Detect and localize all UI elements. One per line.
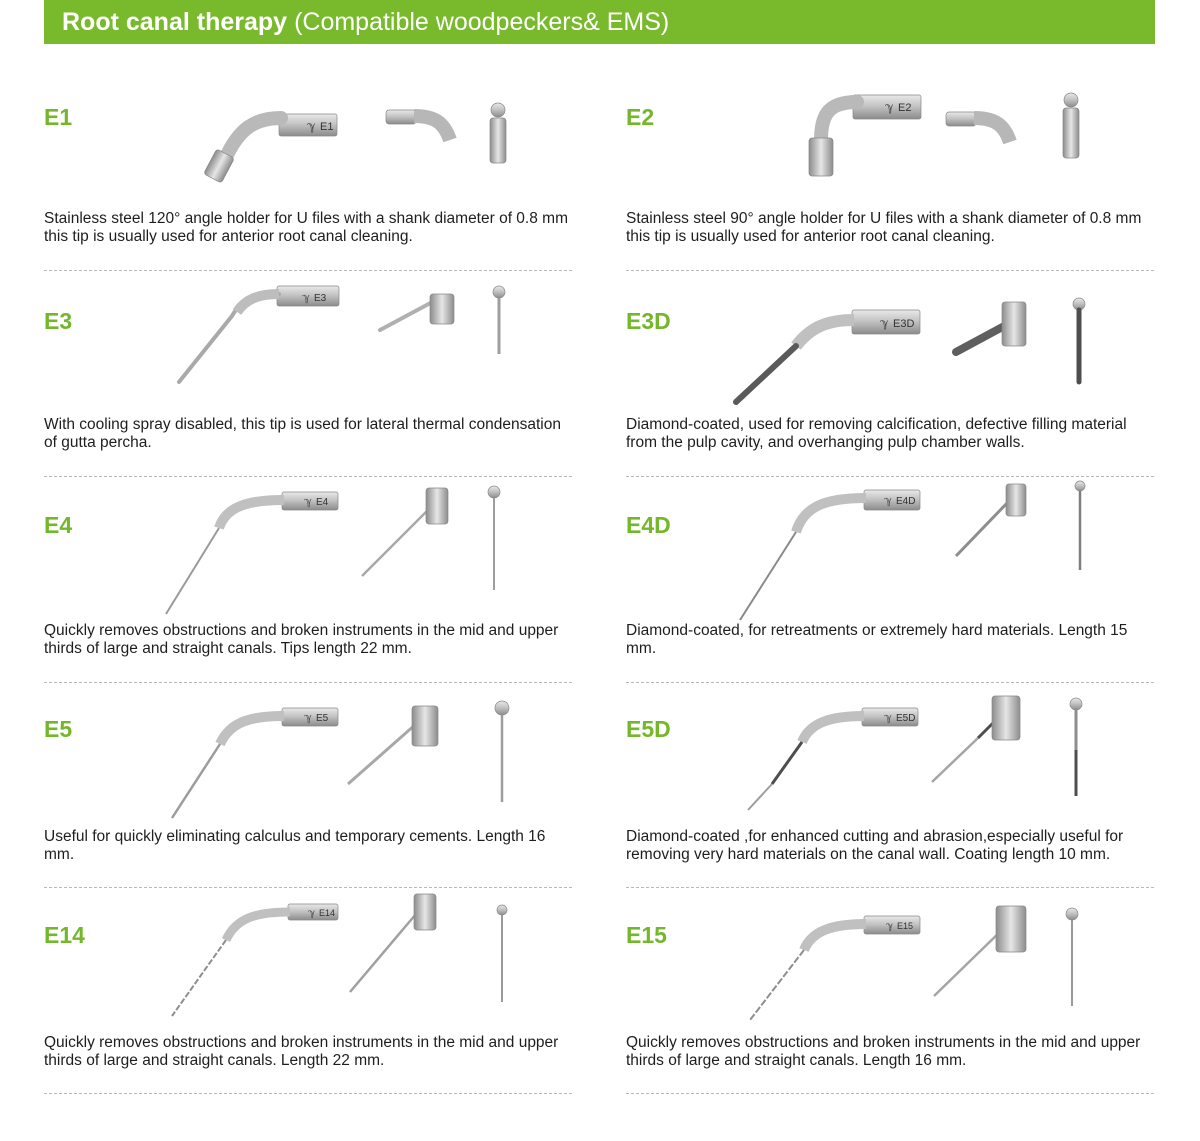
tip-code: E14 — [44, 922, 85, 948]
divider — [626, 887, 1154, 888]
tip-description: Stainless steel 120° angle holder for U files with a shank diameter of 0.8 mm this tip is usually used for anterior root canal cleaning. — [44, 210, 568, 245]
tip-description: Useful for quickly eliminating calculus and temporary cements. Length 16 mm. — [44, 828, 546, 863]
tip-end-illustration — [1066, 696, 1086, 800]
engraved-label: E4D — [896, 496, 916, 507]
tip-card-e3 — [44, 292, 572, 502]
tip-code: E4 — [44, 512, 73, 538]
tip-side-illustration — [734, 298, 924, 408]
divider — [44, 476, 572, 477]
tip-end-illustration — [1059, 92, 1089, 167]
tip-side-illustration — [199, 100, 349, 190]
tip-card-e5 — [44, 706, 572, 912]
svg-text:ℽ: ℽ — [307, 119, 316, 133]
tip-card-e4d — [626, 495, 1154, 706]
divider — [626, 682, 1154, 683]
tip-front-illustration — [360, 486, 450, 581]
tip-side-illustration — [801, 92, 931, 187]
tip-description: Quickly removes obstructions and broken instruments in the mid and upper thirds of large and straight canals. Length 22 mm. — [44, 1034, 559, 1069]
tip-code: E5 — [44, 716, 73, 742]
tip-front-illustration — [952, 300, 1032, 360]
tip-end-illustration — [492, 700, 512, 805]
engraved-label: E14 — [319, 908, 336, 918]
tip-front-illustration — [376, 282, 461, 342]
engraved-label: E2 — [898, 102, 912, 114]
tip-front-illustration — [348, 892, 438, 997]
tip-side-illustration — [177, 286, 347, 386]
tip-front-illustration — [384, 100, 464, 155]
svg-text:ℽ: ℽ — [884, 712, 893, 724]
tip-end-illustration — [1070, 478, 1090, 573]
tip-code: E5D — [626, 716, 671, 742]
tip-description: Stainless steel 90° angle holder for U files with a shank diameter of 0.8 mm this tip is usually used for anterior root canal cleaning. — [626, 210, 1142, 245]
tip-end-illustration — [1062, 906, 1082, 1010]
svg-text:ℽ: ℽ — [304, 496, 313, 508]
engraved-label: E3D — [893, 318, 915, 330]
tip-end-illustration — [484, 484, 504, 594]
tip-front-illustration — [932, 904, 1032, 1000]
tip-card-e3d — [626, 296, 1154, 502]
engraved-label: E4 — [316, 497, 329, 508]
tip-card-e14 — [44, 908, 572, 1118]
divider — [626, 270, 1154, 271]
tip-code: E3 — [44, 308, 73, 334]
engraved-label: E1 — [320, 121, 334, 133]
tip-side-illustration — [168, 902, 343, 1022]
tip-description: Diamond-coated, used for removing calcification, defective filling material from the pulp cavity, and overhanging pulp chamber walls. — [626, 416, 1127, 451]
svg-text:ℽ: ℽ — [884, 495, 893, 507]
svg-text:ℽ: ℽ — [885, 100, 894, 114]
tip-card-e5d — [626, 706, 1154, 912]
tip-side-illustration — [744, 704, 924, 816]
tip-side-illustration — [164, 488, 344, 618]
page-title: Root canal therapy — [62, 7, 288, 36]
tip-card-e15 — [626, 912, 1154, 1118]
tip-side-illustration — [736, 488, 926, 623]
divider — [626, 476, 1154, 477]
svg-text:ℽ: ℽ — [886, 921, 894, 932]
divider — [626, 1093, 1154, 1094]
tip-side-illustration — [170, 704, 345, 824]
divider — [44, 1093, 572, 1094]
tip-side-illustration — [744, 914, 924, 1026]
tip-description: Quickly removes obstructions and broken instruments in the mid and upper thirds of large and straight canals. Length 16 mm. — [626, 1034, 1141, 1069]
tip-code: E4D — [626, 512, 671, 538]
engraved-label: E5D — [896, 713, 916, 724]
tip-code: E3D — [626, 308, 671, 334]
engraved-label: E15 — [897, 921, 914, 931]
tip-description: Diamond-coated, for retreatments or extremely hard materials. Length 15 mm. — [626, 622, 1128, 657]
tip-description: Diamond-coated ,for enhanced cutting and abrasion,especially useful for removing very hard materials on the canal wall. Coating length 10 mm. — [626, 828, 1124, 863]
divider — [44, 270, 572, 271]
engraved-label: E5 — [316, 713, 329, 724]
tip-end-illustration — [1069, 296, 1089, 386]
svg-text:ℽ: ℽ — [308, 908, 316, 919]
tip-front-illustration — [944, 100, 1024, 155]
tip-front-illustration — [930, 692, 1030, 788]
tip-description: Quickly removes obstructions and broken instruments in the mid and upper thirds of large and straight canals. Tips length 22 mm. — [44, 622, 559, 657]
divider — [44, 682, 572, 683]
tip-code: E1 — [44, 104, 73, 130]
svg-text:ℽ: ℽ — [304, 712, 313, 724]
svg-text:ℽ: ℽ — [302, 292, 311, 304]
engraved-label: E3 — [314, 293, 327, 304]
tip-card-e2 — [626, 92, 1154, 298]
tip-card-e1 — [44, 92, 572, 298]
svg-text:ℽ: ℽ — [880, 316, 889, 330]
page-header — [44, 0, 1155, 44]
tip-description: With cooling spray disabled, this tip is used for lateral thermal condensation of gutta percha. — [44, 416, 561, 451]
tip-code: E15 — [626, 922, 667, 948]
tip-end-illustration — [492, 902, 512, 1006]
tip-end-illustration — [489, 284, 509, 359]
divider — [44, 887, 572, 888]
tip-front-illustration — [346, 704, 446, 789]
tip-code: E2 — [626, 104, 655, 130]
page-subtitle: (Compatible woodpeckers& EMS) — [294, 7, 670, 36]
tip-front-illustration — [954, 480, 1034, 560]
tip-end-illustration — [486, 102, 516, 172]
tip-card-e4 — [44, 496, 572, 706]
